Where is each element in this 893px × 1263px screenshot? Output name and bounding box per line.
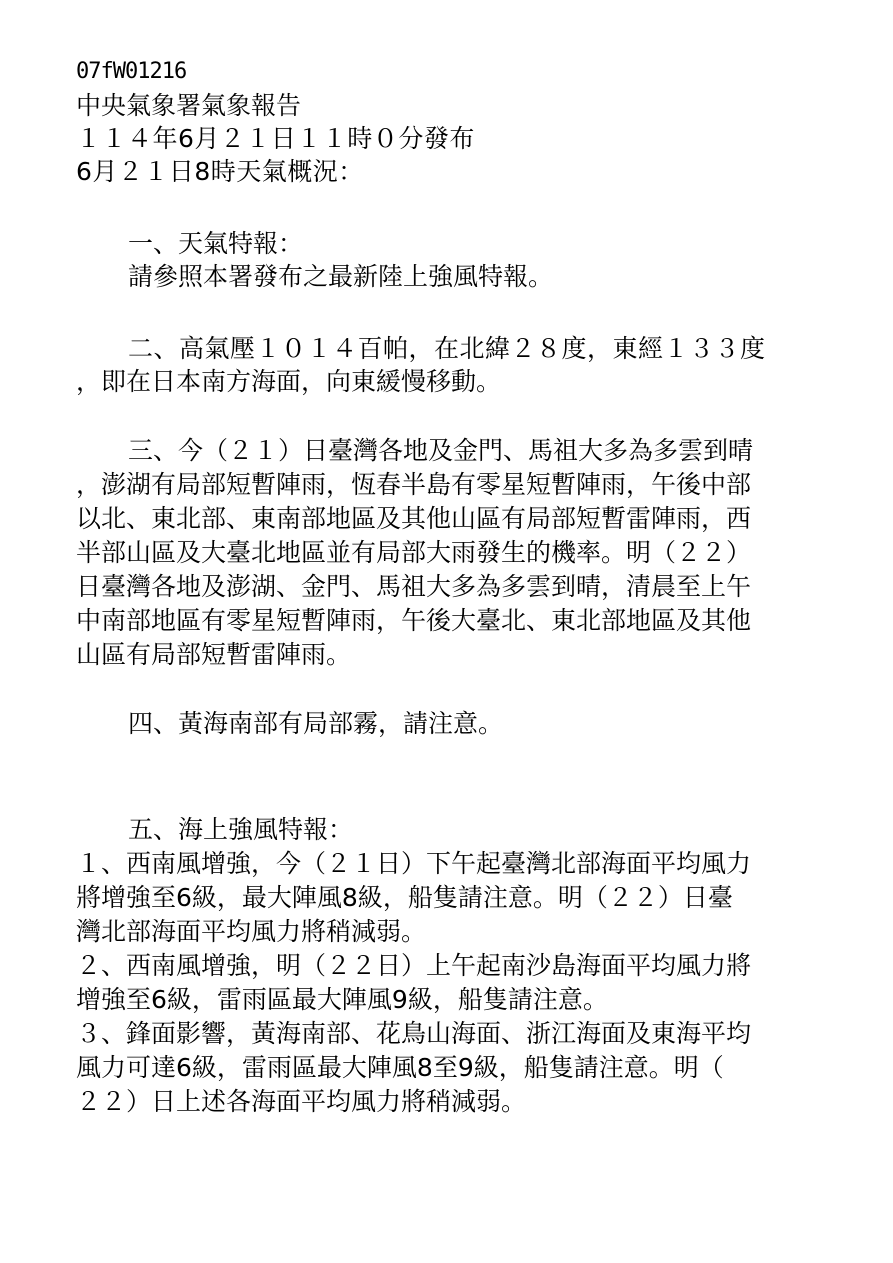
section-5-line: ３、鋒面影響，黃海南部、花鳥山海面、浙江海面及東海平均 <box>76 1019 752 1048</box>
section-3-line: 三、今（２１）日臺灣各地及金門、馬祖大多為多雲到晴 <box>128 436 754 465</box>
section-3-line: 半部山區及大臺北地區並有局部大雨發生的機率。明（２２） <box>76 538 752 567</box>
report-title: 中央氣象署氣象報告 <box>76 91 302 120</box>
section-5-heading: 五、海上強風特報： <box>128 815 354 844</box>
section-5-line: 灣北部海面平均風力將稍減弱。 <box>76 917 427 946</box>
section-5-line: 將增強至6級，最大陣風8級，船隻請注意。明（２２）日臺 <box>76 883 733 912</box>
section-3-line: ，澎湖有局部短暫陣雨，恆春半島有零星短暫陣雨，午後中部 <box>76 470 752 499</box>
section-1-heading: 一、天氣特報： <box>128 229 304 258</box>
section-5-line: 增強至6級，雷雨區最大陣風9級，船隻請注意。 <box>76 985 608 1014</box>
issue-time: １１４年6月２１日１１時０分發布 <box>76 124 475 153</box>
section-5-line: ２２）日上述各海面平均風力將稍減弱。 <box>76 1087 527 1116</box>
section-1-body: 請參照本署發布之最新陸上強風特報。 <box>128 262 554 291</box>
section-3-line: 日臺灣各地及澎湖、金門、馬祖大多為多雲到晴，清晨至上午 <box>76 572 752 601</box>
overview-heading: 6月２１日8時天氣概況： <box>76 157 364 186</box>
section-3-line: 山區有局部短暫雷陣雨。 <box>76 640 352 669</box>
section-3-line: 以北、東北部、東南部地區及其他山區有局部短暫雷陣雨，西 <box>76 504 752 533</box>
section-4-line: 四、黃海南部有局部霧，請注意。 <box>128 709 504 738</box>
document-code: 07fW01216 <box>76 59 187 84</box>
section-5-line: １、西南風增強，今（２１日）下午起臺灣北部海面平均風力 <box>76 849 752 878</box>
section-2-line: ，即在日本南方海面，向東緩慢移動。 <box>76 367 502 396</box>
section-3-line: 中南部地區有零星短暫陣雨，午後大臺北、東北部地區及其他 <box>76 606 752 635</box>
section-5-line: 風力可達6級，雷雨區最大陣風8至9級，船隻請注意。明（ <box>76 1053 724 1082</box>
section-5-line: ２、西南風增強，明（２２日）上午起南沙島海面平均風力將 <box>76 951 752 980</box>
section-2-line: 二、高氣壓１０１４百帕，在北緯２８度，東經１３３度 <box>128 334 766 363</box>
